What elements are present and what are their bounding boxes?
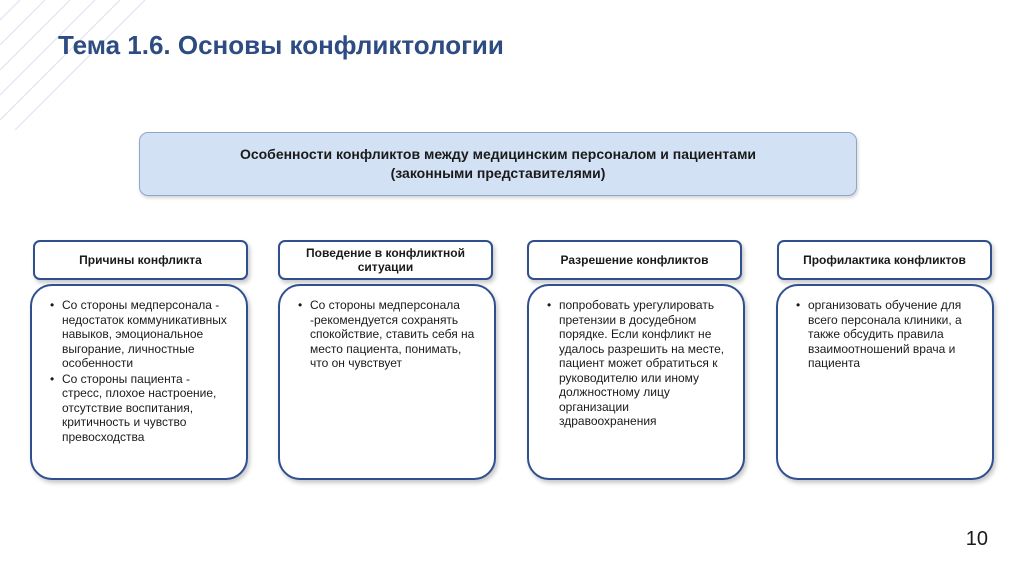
column-header-causes — [33, 240, 248, 280]
page-number: 10 — [965, 528, 988, 550]
column-header-label: Разрешение конфликтов — [560, 253, 709, 267]
page-title: Тема 1.6. Основы конфликтологии — [58, 30, 504, 60]
corner-decoration — [0, 0, 150, 130]
column-header-label: Причины конфликта — [79, 253, 202, 267]
main-topic-line-2: (законными представителями) — [390, 165, 606, 181]
list-item: • Со стороны медперсонала - недостаток коммуникативных навыков, эмоциональное выгорание, личностные особенности — [62, 298, 232, 371]
main-topic-box — [139, 132, 857, 196]
column-body-causes — [30, 284, 248, 480]
column-body-behavior — [278, 284, 496, 480]
column-body-resolution — [527, 284, 745, 480]
list-item: • Со стороны медперсонала -рекомендуется сохранять спокойствие, ставить себя на место пациента, понимать, что он чувствует — [310, 298, 480, 371]
list-item: • Со стороны пациента - стресс, плохое настроение, отсутствие воспитания, критичность и чувство превосходства — [62, 372, 232, 445]
list-item: • организовать обучение для всего персонала клиники, а также обсудить правила взаимоотношений врача и пациента — [808, 298, 978, 371]
list-item: • попробовать урегулировать претензии в досудебном порядке. Если конфликт не удалось разрешить на месте, пациент может обратиться к руководителю или иному должностному лицу организации здравоохранения — [559, 298, 729, 429]
column-header-label: Профилактика конфликтов — [803, 253, 966, 267]
column-header-label: ситуации — [357, 260, 414, 274]
column-header-resolution — [527, 240, 742, 280]
column-body-prevention — [776, 284, 994, 480]
column-header-label: Поведение в конфликтной — [306, 246, 465, 260]
main-topic-line-1: Особенности конфликтов между медицинским персоналом и пациентами — [239, 146, 757, 162]
column-header-prevention — [777, 240, 992, 280]
column-header-behavior — [278, 240, 493, 280]
